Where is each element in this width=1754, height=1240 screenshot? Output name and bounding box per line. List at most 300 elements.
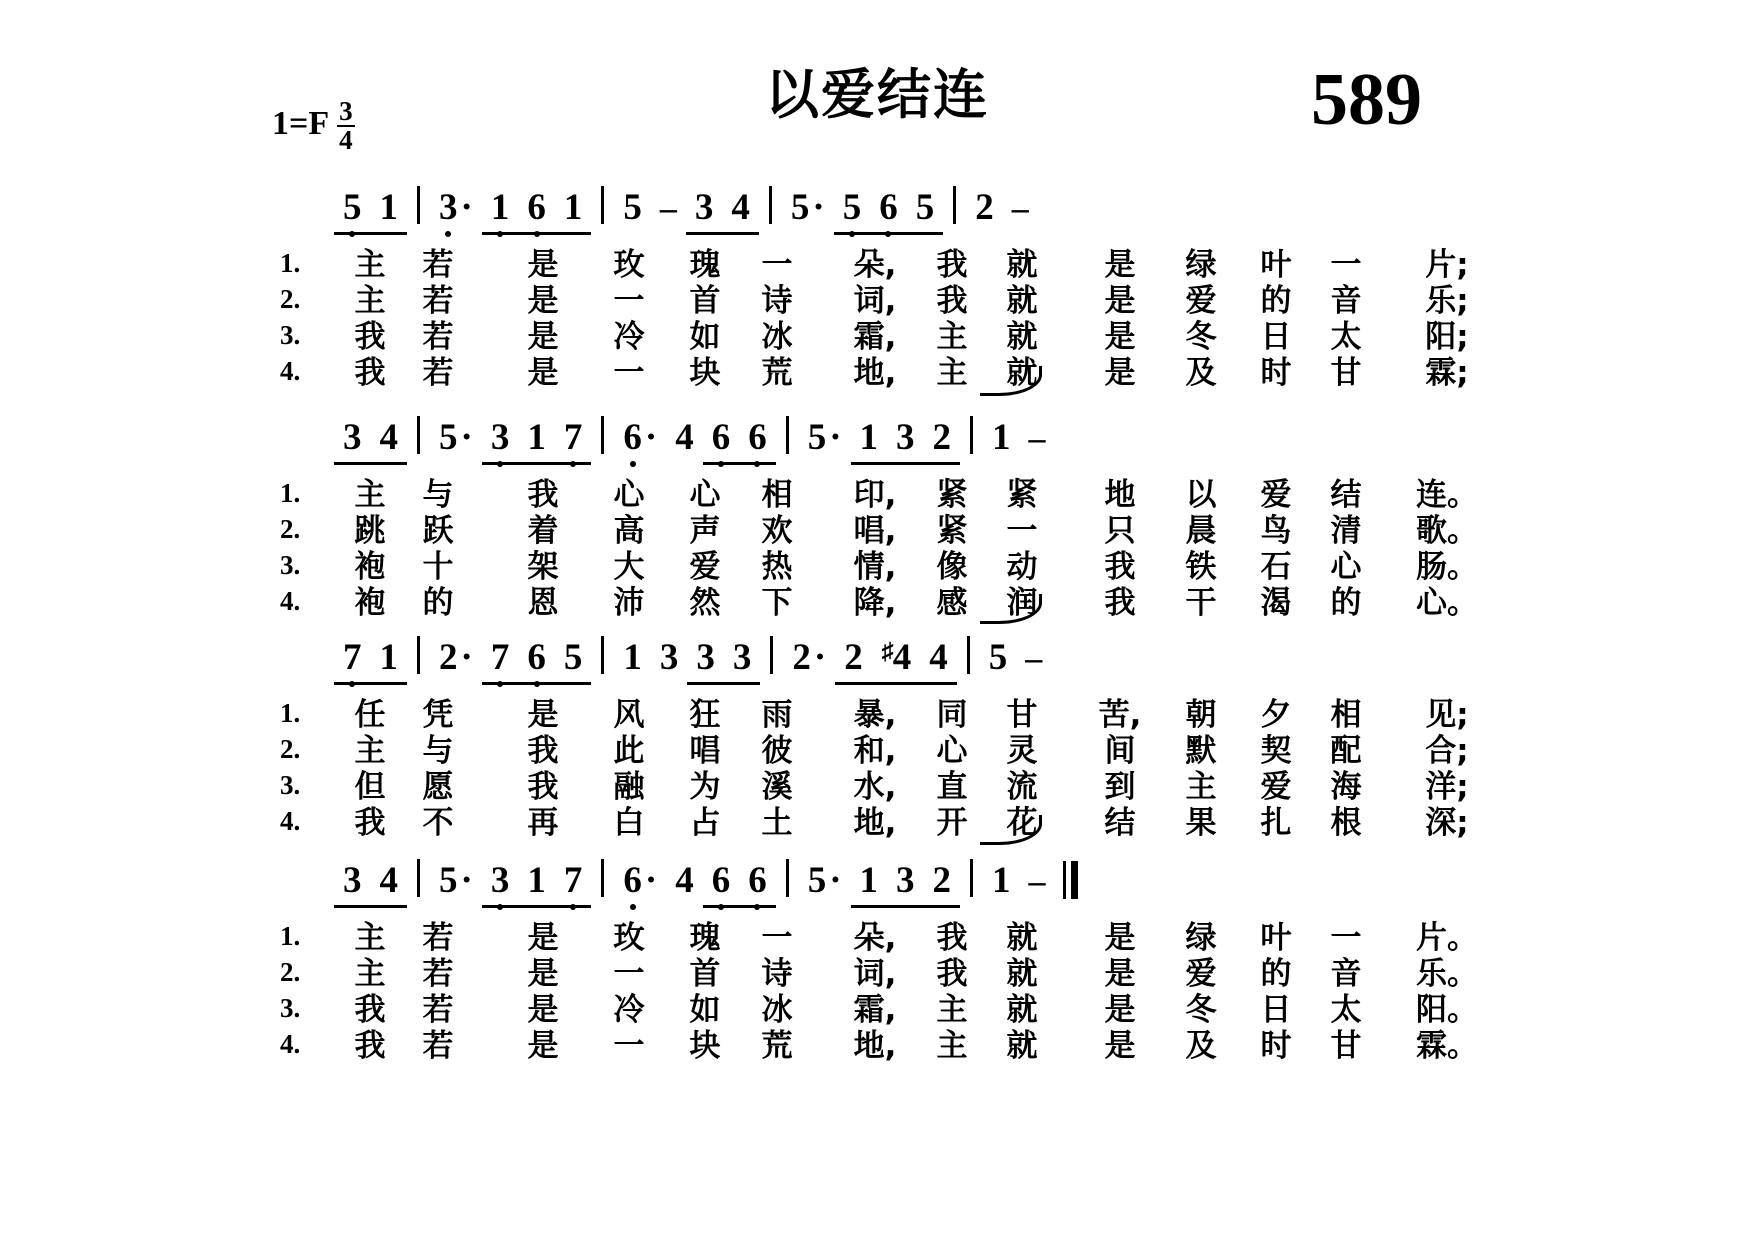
note bbox=[966, 189, 1003, 226]
lyric-syllable: 下 bbox=[761, 585, 793, 621]
lyric-syllable: 主 bbox=[354, 733, 386, 769]
lyric-syllable: 如 bbox=[689, 992, 721, 1028]
verse-number: 3. bbox=[280, 320, 301, 350]
lyric-syllable: 唱, bbox=[853, 513, 897, 549]
note-glyph: 1 bbox=[527, 417, 546, 458]
note-glyph: 7 bbox=[563, 860, 583, 901]
verse-number: 4. bbox=[280, 1029, 301, 1059]
lyric-syllable: 为 bbox=[689, 769, 721, 805]
lyric-syllable: 和, bbox=[853, 733, 897, 769]
beamed-note-group bbox=[334, 862, 407, 899]
note-glyph: 5 bbox=[842, 187, 862, 228]
note bbox=[703, 862, 740, 899]
verse-number: 2. bbox=[280, 514, 301, 544]
lyric-syllable: 我 bbox=[354, 805, 386, 841]
lyric-syllable: 首 bbox=[689, 283, 721, 319]
lyric-syllable: 一 bbox=[613, 283, 645, 319]
lyric-syllable: 及 bbox=[1185, 355, 1217, 391]
lyric-syllable: 雨 bbox=[761, 697, 793, 733]
note-glyph: 3 bbox=[490, 417, 510, 458]
lyric-syllable: 主 bbox=[936, 355, 968, 391]
lyric-syllable: 晨 bbox=[1185, 513, 1217, 549]
lyric-syllable: 一 bbox=[1330, 247, 1362, 283]
augmentation-dot: · bbox=[644, 860, 658, 901]
note bbox=[666, 862, 703, 899]
lyric-syllable: 爱 bbox=[1260, 769, 1292, 805]
lyric-syllable: 印, bbox=[853, 477, 897, 513]
lyric-syllable: 到 bbox=[1104, 769, 1136, 805]
lyric-syllable: 润 bbox=[1006, 585, 1038, 621]
note bbox=[518, 419, 555, 456]
note bbox=[739, 862, 776, 899]
lyric-syllable: 海 bbox=[1330, 769, 1362, 805]
note bbox=[983, 862, 1020, 899]
note-dash bbox=[651, 189, 686, 226]
lyric-syllable: 是 bbox=[1104, 920, 1136, 956]
music-system bbox=[278, 855, 1478, 1065]
barline bbox=[786, 416, 789, 454]
note-glyph: 5 bbox=[915, 187, 935, 228]
note-glyph: 7 bbox=[563, 417, 583, 458]
verse-number: 2. bbox=[280, 734, 301, 764]
lyric-syllable: 此 bbox=[613, 733, 645, 769]
note-glyph: 5 bbox=[988, 637, 1008, 678]
note-row bbox=[278, 182, 1478, 226]
note bbox=[430, 862, 482, 899]
note bbox=[614, 419, 666, 456]
lyric-syllable: 叶 bbox=[1260, 920, 1292, 956]
barline bbox=[601, 859, 604, 897]
lyric-syllable: 深; bbox=[1425, 805, 1469, 841]
lyric-syllable: 若 bbox=[422, 956, 454, 992]
lyric-syllable: 冷 bbox=[613, 319, 645, 355]
lyric-syllable: 一 bbox=[761, 920, 793, 956]
lyric-syllable: 唱 bbox=[689, 733, 721, 769]
lyric-syllable: 心。 bbox=[1416, 585, 1478, 621]
lyric-syllable: 相 bbox=[1330, 697, 1362, 733]
note bbox=[482, 419, 519, 456]
note-glyph: 1 bbox=[563, 187, 583, 228]
lyric-syllable: 主 bbox=[936, 319, 968, 355]
lyric-syllable: 我 bbox=[354, 355, 386, 391]
note bbox=[430, 189, 482, 226]
note-glyph: 1 bbox=[379, 637, 398, 678]
lyric-syllable: 太 bbox=[1330, 992, 1362, 1028]
lyric-syllable: 水, bbox=[853, 769, 897, 805]
lyric-syllable: 我 bbox=[354, 992, 386, 1028]
lyric-syllable: 感 bbox=[936, 585, 968, 621]
verse-number: 3. bbox=[280, 993, 301, 1023]
lyric-syllable: 热 bbox=[761, 549, 793, 585]
lyric-syllable: 跳 bbox=[354, 513, 386, 549]
augmentation-dot: · bbox=[829, 417, 842, 458]
note-glyph: 1 bbox=[992, 417, 1011, 458]
lyric-syllable: 诗 bbox=[761, 956, 793, 992]
lyric-syllable: 甘 bbox=[1330, 355, 1362, 391]
lyric-syllable: 主 bbox=[936, 992, 968, 1028]
lyric-syllable: 结 bbox=[1104, 805, 1136, 841]
note bbox=[614, 639, 651, 676]
note bbox=[724, 639, 761, 676]
note bbox=[887, 419, 924, 456]
lyric-syllable: 就 bbox=[1006, 319, 1038, 355]
lyric-syllable: 阳。 bbox=[1416, 992, 1478, 1028]
beamed-note-group bbox=[703, 419, 776, 456]
verse-number: 3. bbox=[280, 770, 301, 800]
lyric-syllable: 荒 bbox=[761, 355, 793, 391]
lyric-syllable: 十 bbox=[422, 549, 454, 585]
lyric-syllable: 我 bbox=[527, 769, 559, 805]
lyric-syllable: 袍 bbox=[354, 585, 386, 621]
lyric-syllable: 块 bbox=[689, 1028, 721, 1064]
lyric-verse-row bbox=[278, 1029, 1478, 1065]
lyric-syllable: 叶 bbox=[1260, 247, 1292, 283]
music-system bbox=[278, 412, 1478, 622]
note-glyph: 6 bbox=[711, 860, 731, 901]
lyric-syllable: 心 bbox=[1330, 549, 1362, 585]
note-glyph: 3 bbox=[343, 417, 362, 458]
lyric-syllable: 心 bbox=[689, 477, 721, 513]
lyric-syllable: 就 bbox=[1006, 1028, 1038, 1064]
note-glyph: 3 bbox=[696, 637, 715, 678]
augmentation-dot: · bbox=[460, 860, 473, 901]
lyric-syllable: 歌。 bbox=[1416, 513, 1478, 549]
note bbox=[555, 189, 592, 226]
beamed-note-group bbox=[686, 189, 759, 226]
verse-number: 2. bbox=[280, 957, 301, 987]
lyric-syllable: 默 bbox=[1185, 733, 1217, 769]
lyric-syllable: 朵, bbox=[853, 920, 897, 956]
lyric-syllable: 是 bbox=[527, 956, 559, 992]
barline bbox=[769, 186, 772, 224]
lyric-syllable: 是 bbox=[527, 283, 559, 319]
lyric-syllable: 绿 bbox=[1185, 247, 1217, 283]
lyric-syllable: 根 bbox=[1330, 805, 1362, 841]
beamed-note-group bbox=[334, 639, 407, 676]
lyric-syllable: 是 bbox=[1104, 283, 1136, 319]
note-glyph: 4 bbox=[379, 860, 398, 901]
lyric-syllable: 就 bbox=[1006, 920, 1038, 956]
note-glyph: 2 bbox=[932, 417, 952, 458]
note-glyph: 7 bbox=[490, 637, 510, 678]
final-barline bbox=[1063, 861, 1078, 899]
lyric-syllable: 白 bbox=[613, 805, 645, 841]
note bbox=[334, 419, 371, 456]
note bbox=[334, 862, 371, 899]
note-glyph: 3 bbox=[343, 860, 362, 901]
lyric-verse-row bbox=[278, 770, 1478, 806]
note-glyph: 3 bbox=[694, 187, 714, 228]
lyric-syllable: 暴, bbox=[853, 697, 897, 733]
lyric-syllable: 太 bbox=[1330, 319, 1362, 355]
note bbox=[666, 419, 703, 456]
lyric-syllable: 融 bbox=[613, 769, 645, 805]
note-glyph: 6 bbox=[527, 637, 546, 678]
lyric-syllable: 我 bbox=[1104, 585, 1136, 621]
beamed-note-group bbox=[703, 862, 776, 899]
lyric-syllable: 乐; bbox=[1425, 283, 1469, 319]
beamed-note-group bbox=[851, 862, 961, 899]
note-glyph: 2 bbox=[932, 860, 952, 901]
note-glyph: 2 bbox=[975, 187, 994, 228]
lyric-syllable: 是 bbox=[527, 247, 559, 283]
lyric-syllable: 冬 bbox=[1185, 992, 1217, 1028]
lyric-syllable: 就 bbox=[1006, 355, 1038, 391]
lyric-syllable: 但 bbox=[354, 769, 386, 805]
note-glyph: 5 bbox=[623, 187, 642, 228]
lyric-syllable: 紧 bbox=[1006, 477, 1038, 513]
lyric-syllable: 再 bbox=[527, 805, 559, 841]
lyric-verse-row bbox=[278, 320, 1478, 356]
barline bbox=[601, 186, 604, 224]
lyric-syllable: 灵 bbox=[1006, 733, 1038, 769]
lyric-syllable: 是 bbox=[1104, 1028, 1136, 1064]
lyric-syllable: 与 bbox=[422, 733, 454, 769]
note bbox=[555, 639, 592, 676]
lyric-syllable: 我 bbox=[936, 920, 968, 956]
lyric-syllable: 像 bbox=[936, 549, 968, 585]
lyric-syllable: 彼 bbox=[761, 733, 793, 769]
lyric-verse-row bbox=[278, 478, 1478, 514]
augmentation-dot: · bbox=[460, 637, 473, 678]
lyric-syllable: 是 bbox=[1104, 992, 1136, 1028]
note bbox=[334, 639, 371, 676]
lyric-syllable: 的 bbox=[1260, 956, 1292, 992]
lyric-syllable: 主 bbox=[936, 1028, 968, 1064]
note bbox=[739, 419, 776, 456]
lyric-syllable: 地, bbox=[853, 355, 897, 391]
note-glyph: 2 bbox=[439, 637, 458, 678]
note bbox=[371, 862, 408, 899]
note-row bbox=[278, 412, 1478, 456]
note bbox=[783, 639, 835, 676]
note-glyph: 4 bbox=[892, 637, 912, 678]
lyrics-block bbox=[278, 478, 1478, 622]
hymn-number: 589 bbox=[1311, 59, 1422, 141]
lyric-verse-row bbox=[278, 993, 1478, 1029]
beamed-note-group bbox=[482, 419, 592, 456]
lyric-syllable: 爱 bbox=[689, 549, 721, 585]
lyric-syllable: 霖; bbox=[1425, 355, 1469, 391]
lyric-syllable: 肠。 bbox=[1416, 549, 1478, 585]
lyric-syllable: 开 bbox=[936, 805, 968, 841]
lyric-syllable: 占 bbox=[689, 805, 721, 841]
note-glyph: 5 bbox=[563, 637, 583, 678]
beamed-note-group bbox=[851, 419, 961, 456]
note-glyph: 6 bbox=[748, 417, 767, 458]
verse-number: 1. bbox=[280, 248, 301, 278]
sharp-icon: ♯ bbox=[881, 639, 894, 665]
note-glyph: 4 bbox=[675, 417, 694, 458]
lyric-syllable: 地, bbox=[853, 805, 897, 841]
lyric-syllable: 紧 bbox=[936, 513, 968, 549]
lyric-syllable: 狂 bbox=[689, 697, 721, 733]
lyric-syllable: 首 bbox=[689, 956, 721, 992]
lyric-syllable: 是 bbox=[527, 355, 559, 391]
lyric-syllable: 的 bbox=[422, 585, 454, 621]
lyric-syllable: 就 bbox=[1006, 992, 1038, 1028]
lyric-syllable: 的 bbox=[1260, 283, 1292, 319]
note-glyph: 4 bbox=[675, 860, 694, 901]
lyric-syllable: 若 bbox=[422, 355, 454, 391]
note bbox=[430, 419, 482, 456]
note bbox=[799, 862, 851, 899]
verse-number: 1. bbox=[280, 478, 301, 508]
note-glyph: 3 bbox=[659, 637, 679, 678]
lyric-syllable: 合; bbox=[1425, 733, 1469, 769]
lyric-syllable: 我 bbox=[527, 477, 559, 513]
note bbox=[371, 189, 408, 226]
lyric-verse-row bbox=[278, 734, 1478, 770]
lyric-syllable: 石 bbox=[1260, 549, 1292, 585]
lyric-syllable: 冰 bbox=[761, 319, 793, 355]
note-glyph: 3 bbox=[896, 860, 915, 901]
augmentation-dot: · bbox=[460, 417, 473, 458]
note-glyph: 3 bbox=[896, 417, 915, 458]
barline bbox=[417, 636, 420, 674]
lyric-syllable: 霜, bbox=[853, 992, 897, 1028]
barline bbox=[417, 186, 420, 224]
lyric-syllable: 架 bbox=[527, 549, 559, 585]
note bbox=[980, 639, 1017, 676]
note-glyph: 5 bbox=[439, 860, 458, 901]
lyrics-block bbox=[278, 248, 1478, 392]
lyric-verse-row bbox=[278, 698, 1478, 734]
note bbox=[614, 862, 666, 899]
lyric-syllable: 若 bbox=[422, 1028, 454, 1064]
lyric-syllable: 若 bbox=[422, 992, 454, 1028]
note bbox=[920, 639, 957, 676]
lyric-syllable: 音 bbox=[1330, 283, 1362, 319]
lyric-syllable: 一 bbox=[1330, 920, 1362, 956]
lyric-syllable: 就 bbox=[1006, 956, 1038, 992]
lyric-syllable: 声 bbox=[689, 513, 721, 549]
lyric-syllable: 间 bbox=[1104, 733, 1136, 769]
lyric-syllable: 时 bbox=[1260, 1028, 1292, 1064]
beamed-note-group bbox=[482, 639, 592, 676]
lyric-syllable: 片; bbox=[1425, 247, 1469, 283]
lyric-syllable: 若 bbox=[422, 283, 454, 319]
lyric-syllable: 绿 bbox=[1185, 920, 1217, 956]
lyric-verse-row bbox=[278, 921, 1478, 957]
augmentation-dot: · bbox=[829, 860, 842, 901]
lyric-syllable: 若 bbox=[422, 920, 454, 956]
verse-number: 4. bbox=[280, 356, 301, 386]
lyric-syllable: 是 bbox=[527, 920, 559, 956]
lyric-syllable: 跃 bbox=[422, 513, 454, 549]
barline bbox=[786, 859, 789, 897]
note-dash bbox=[1020, 862, 1055, 899]
key-label: 1=F bbox=[272, 105, 330, 142]
lyric-syllable: 是 bbox=[527, 1028, 559, 1064]
lyric-syllable: 瑰 bbox=[689, 920, 721, 956]
lyric-syllable: 凭 bbox=[422, 697, 454, 733]
lyric-syllable: 我 bbox=[354, 319, 386, 355]
lyric-syllable: 大 bbox=[613, 549, 645, 585]
lyric-syllable: 只 bbox=[1104, 513, 1136, 549]
barline bbox=[970, 416, 973, 454]
lyric-syllable: 我 bbox=[936, 283, 968, 319]
lyric-syllable: 地 bbox=[1104, 477, 1136, 513]
lyric-syllable: 一 bbox=[613, 355, 645, 391]
note-glyph: 5 bbox=[439, 417, 458, 458]
lyric-syllable: 瑰 bbox=[689, 247, 721, 283]
lyric-syllable: 朝 bbox=[1185, 697, 1217, 733]
lyric-syllable: 主 bbox=[354, 283, 386, 319]
lyric-syllable: 片。 bbox=[1416, 920, 1478, 956]
note bbox=[851, 419, 888, 456]
lyric-verse-row bbox=[278, 284, 1478, 320]
lyric-syllable: 清 bbox=[1330, 513, 1362, 549]
lyric-syllable: 然 bbox=[689, 585, 721, 621]
note bbox=[687, 639, 724, 676]
lyric-syllable: 如 bbox=[689, 319, 721, 355]
beamed-note-group bbox=[334, 419, 407, 456]
lyric-syllable: 降, bbox=[853, 585, 897, 621]
lyric-syllable: 干 bbox=[1185, 585, 1217, 621]
note-glyph: 5 bbox=[790, 187, 810, 228]
lyric-syllable: 溪 bbox=[761, 769, 793, 805]
note bbox=[518, 862, 555, 899]
note-row bbox=[278, 855, 1478, 899]
note bbox=[686, 189, 723, 226]
lyric-syllable: 爱 bbox=[1260, 477, 1292, 513]
note-glyph: 3 bbox=[439, 187, 458, 228]
note-glyph: 1 bbox=[527, 860, 546, 901]
lyric-syllable: 我 bbox=[527, 733, 559, 769]
note bbox=[518, 189, 555, 226]
verse-number: 3. bbox=[280, 550, 301, 580]
lyric-syllable: 主 bbox=[1185, 769, 1217, 805]
lyric-syllable: 及 bbox=[1185, 1028, 1217, 1064]
lyric-syllable: 一 bbox=[613, 1028, 645, 1064]
lyric-syllable: 连。 bbox=[1416, 477, 1478, 513]
lyric-syllable: 主 bbox=[354, 920, 386, 956]
lyric-syllable: 冰 bbox=[761, 992, 793, 1028]
note bbox=[722, 189, 759, 226]
lyric-syllable: 夕 bbox=[1260, 697, 1292, 733]
note bbox=[482, 639, 519, 676]
barline bbox=[601, 416, 604, 454]
note bbox=[614, 189, 651, 226]
lyric-syllable: 我 bbox=[936, 247, 968, 283]
note-glyph: – bbox=[659, 190, 677, 227]
note-glyph: 5 bbox=[807, 417, 827, 458]
note bbox=[371, 639, 408, 676]
note-glyph: 1 bbox=[992, 860, 1011, 901]
lyric-syllable: 苦, bbox=[1098, 697, 1142, 733]
note bbox=[482, 189, 519, 226]
lyric-syllable: 主 bbox=[354, 477, 386, 513]
lyric-syllable: 与 bbox=[422, 477, 454, 513]
lyric-syllable: 是 bbox=[527, 992, 559, 1028]
lyric-syllable: 紧 bbox=[936, 477, 968, 513]
note-glyph: 6 bbox=[748, 860, 767, 901]
note-dash bbox=[1020, 419, 1055, 456]
verse-number: 4. bbox=[280, 806, 301, 836]
lyric-syllable: 冬 bbox=[1185, 319, 1217, 355]
lyric-syllable: 直 bbox=[936, 769, 968, 805]
note-glyph: 4 bbox=[731, 187, 750, 228]
verse-number: 1. bbox=[280, 921, 301, 951]
lyric-syllable: 阳; bbox=[1425, 319, 1469, 355]
note bbox=[518, 639, 555, 676]
note bbox=[334, 189, 371, 226]
barline bbox=[601, 636, 604, 674]
lyric-syllable: 就 bbox=[1006, 247, 1038, 283]
lyric-syllable: 扎 bbox=[1260, 805, 1292, 841]
lyric-syllable: 一 bbox=[1006, 513, 1038, 549]
